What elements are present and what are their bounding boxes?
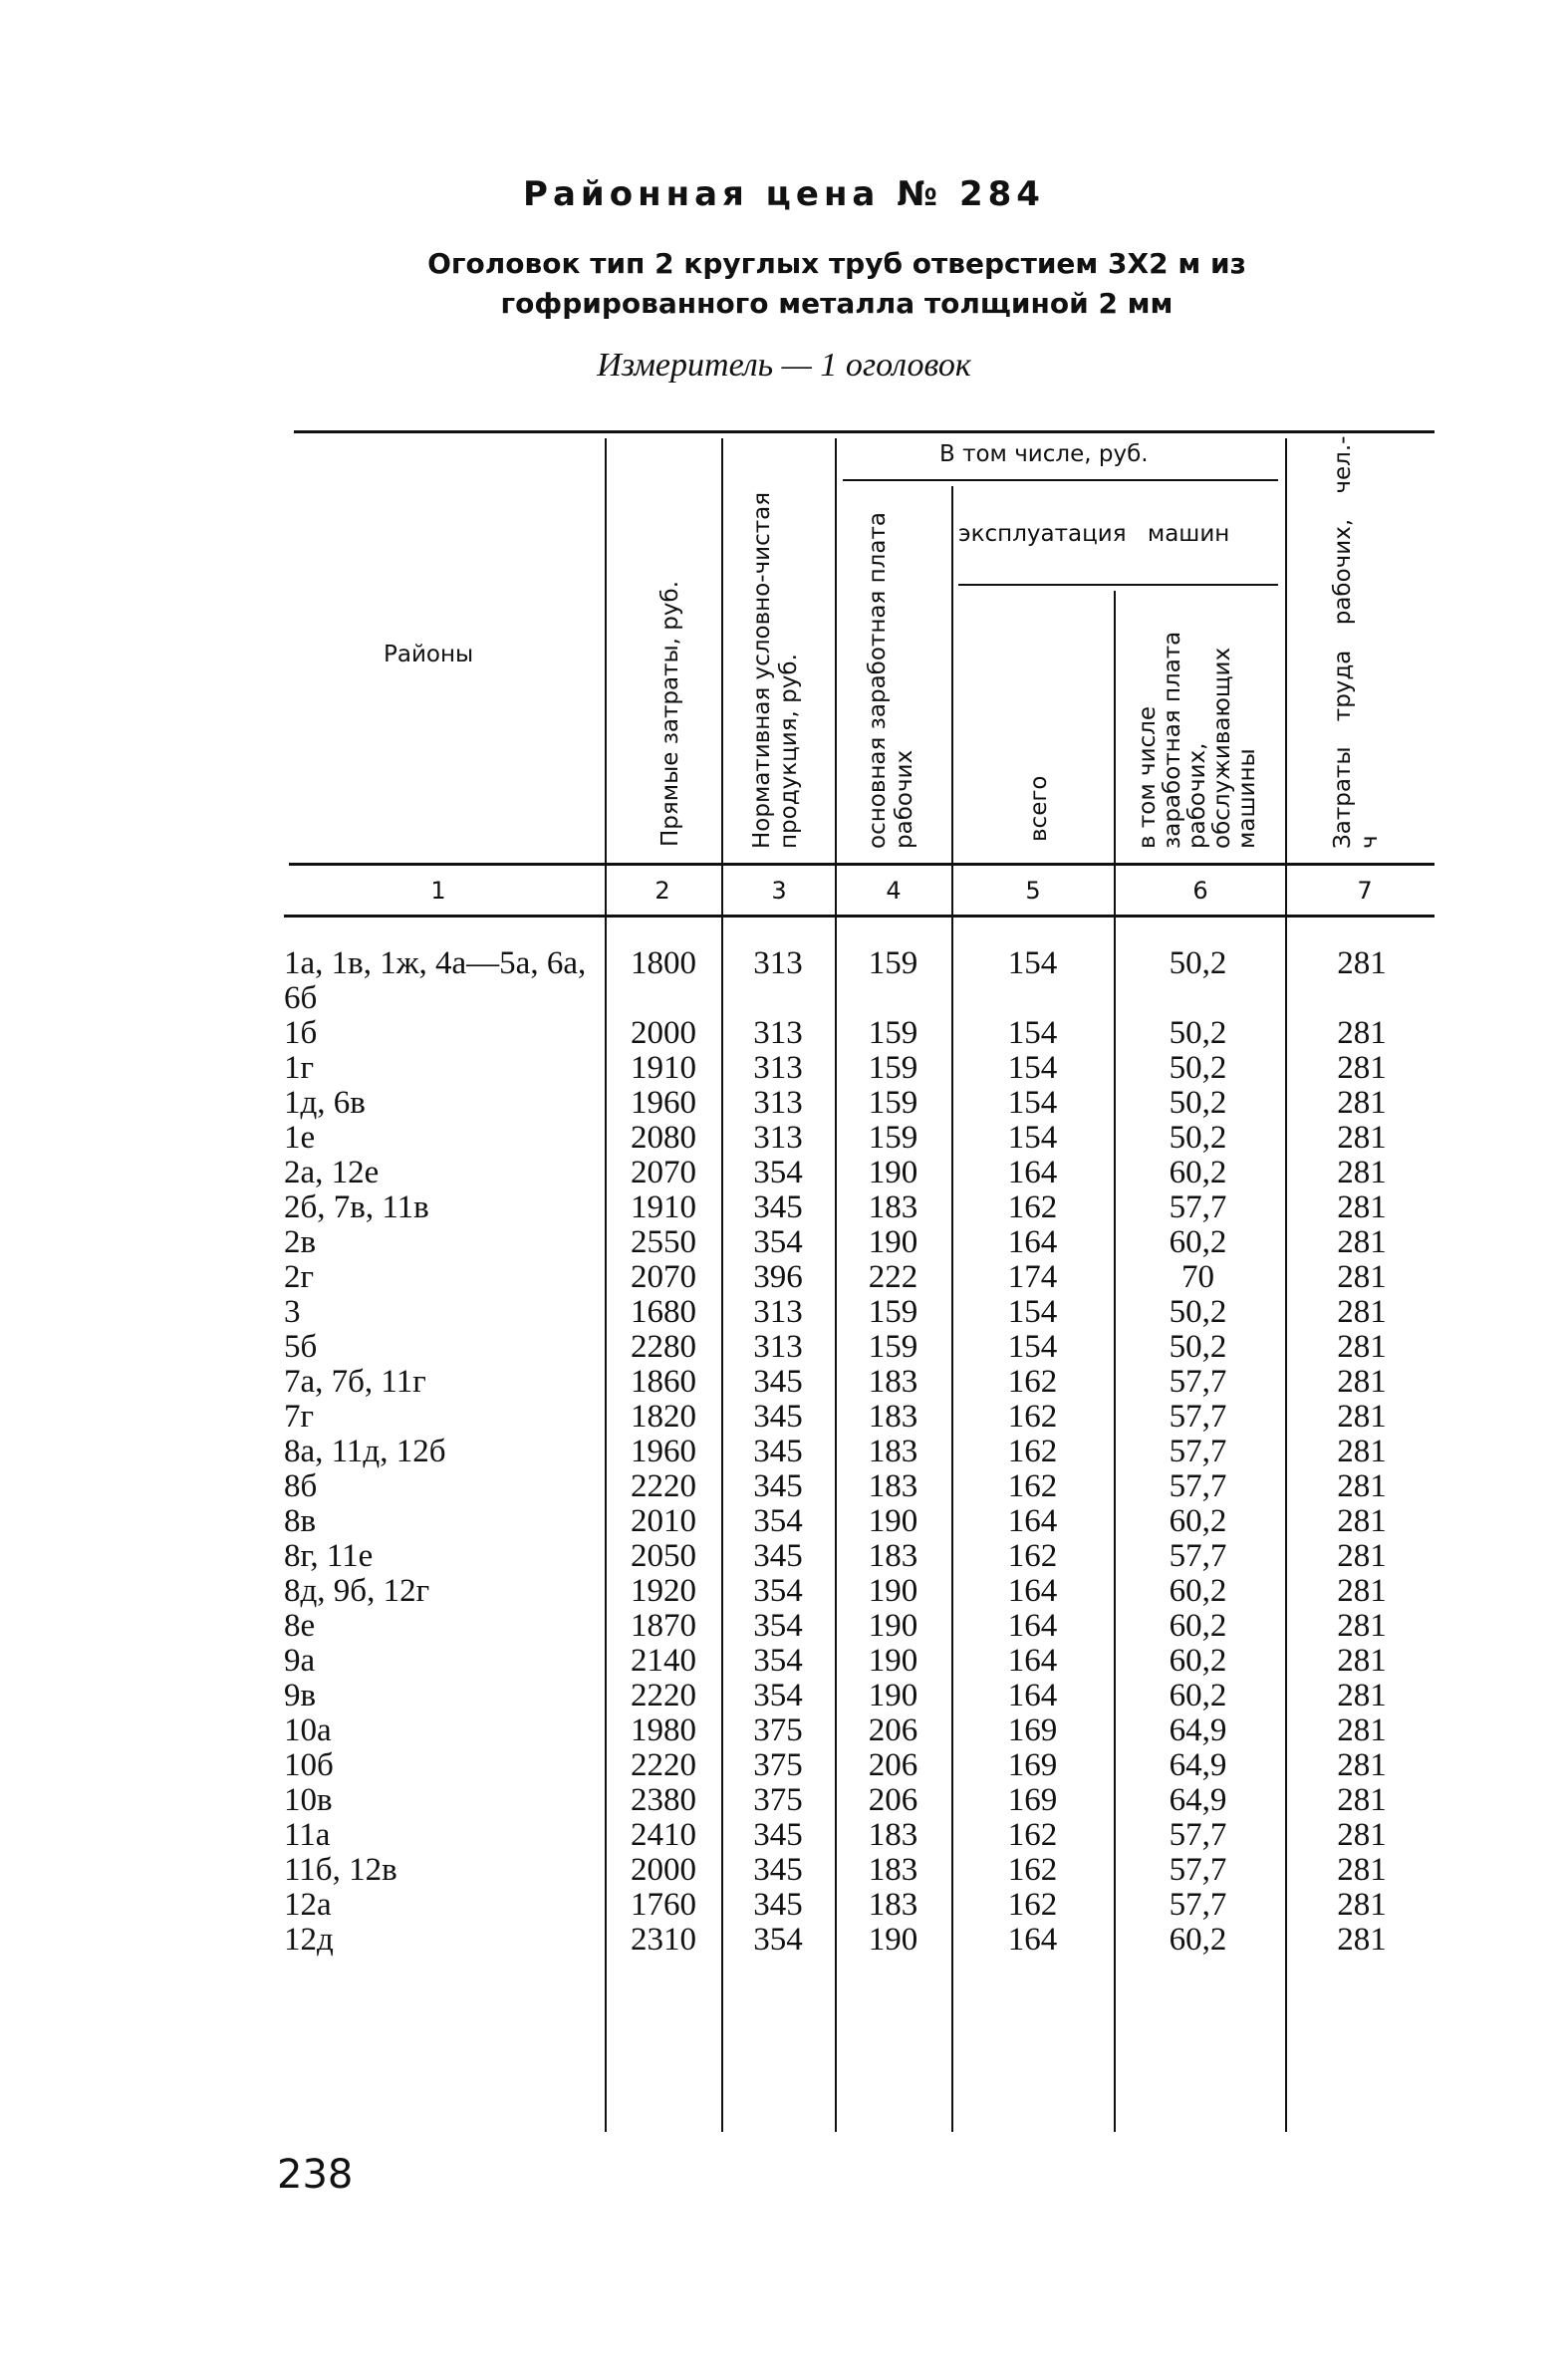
district-cell: 10а bbox=[284, 1712, 332, 1748]
value-cell-c3: 375 bbox=[753, 1782, 803, 1818]
value-cell-c4: 183 bbox=[868, 1887, 918, 1923]
value-cell-c5: 154 bbox=[1007, 1050, 1058, 1086]
value-cell-c5: 164 bbox=[1007, 1155, 1058, 1190]
district-cell: 2в bbox=[284, 1224, 317, 1260]
district-cell: 8б bbox=[284, 1468, 318, 1504]
value-cell-c6: 60,2 bbox=[1169, 1155, 1227, 1190]
value-cell-c4: 190 bbox=[868, 1608, 918, 1644]
value-cell-c6: 57,7 bbox=[1169, 1852, 1227, 1888]
value-cell-c2: 2220 bbox=[631, 1468, 696, 1504]
value-cell-c3: 354 bbox=[753, 1678, 803, 1713]
value-cell-c3: 313 bbox=[753, 1015, 803, 1051]
value-cell-c3: 345 bbox=[753, 1364, 803, 1400]
value-cell-c7: 281 bbox=[1337, 1364, 1387, 1400]
value-cell-c3: 354 bbox=[753, 1922, 803, 1958]
header-machines: эксплуатация машин bbox=[958, 521, 1230, 547]
value-cell-c4: 183 bbox=[868, 1852, 918, 1888]
value-cell-c6: 60,2 bbox=[1169, 1678, 1227, 1713]
district-cell: 10б bbox=[284, 1747, 334, 1783]
value-cell-c2: 1760 bbox=[631, 1887, 696, 1923]
district-cell: 11а bbox=[284, 1817, 331, 1853]
value-cell-c4: 159 bbox=[868, 1050, 918, 1086]
value-cell-c6: 50,2 bbox=[1169, 945, 1227, 981]
value-cell-c6: 57,7 bbox=[1169, 1434, 1227, 1469]
value-cell-c2: 2310 bbox=[631, 1922, 696, 1958]
value-cell-c5: 154 bbox=[1007, 1329, 1058, 1365]
header-districts: Районы bbox=[384, 642, 474, 667]
value-cell-c4: 206 bbox=[868, 1782, 918, 1818]
value-cell-c5: 164 bbox=[1007, 1678, 1058, 1713]
value-cell-c3: 313 bbox=[753, 1329, 803, 1365]
value-cell-c7: 281 bbox=[1337, 1782, 1387, 1818]
value-cell-c7: 281 bbox=[1337, 1887, 1387, 1923]
value-cell-c6: 57,7 bbox=[1169, 1468, 1227, 1504]
value-cell-c6: 57,7 bbox=[1169, 1887, 1227, 1923]
colnum-7: 7 bbox=[1357, 877, 1373, 905]
value-cell-c4: 159 bbox=[868, 1329, 918, 1365]
value-cell-c6: 64,9 bbox=[1169, 1747, 1227, 1783]
value-cell-c7: 281 bbox=[1337, 945, 1387, 981]
value-cell-c3: 313 bbox=[753, 945, 803, 981]
value-cell-c2: 2000 bbox=[631, 1015, 696, 1051]
district-cell: 8г, 11е bbox=[284, 1538, 374, 1574]
district-cell: 8а, 11д, 12б bbox=[284, 1434, 446, 1469]
value-cell-c2: 1870 bbox=[631, 1608, 696, 1644]
district-cell: 1д, 6в bbox=[284, 1085, 366, 1121]
value-cell-c3: 354 bbox=[753, 1573, 803, 1609]
value-cell-c4: 206 bbox=[868, 1747, 918, 1783]
value-cell-c5: 164 bbox=[1007, 1922, 1058, 1958]
value-cell-c7: 281 bbox=[1337, 1399, 1387, 1435]
value-cell-c6: 70 bbox=[1181, 1259, 1214, 1295]
value-cell-c2: 1920 bbox=[631, 1573, 696, 1609]
value-cell-c4: 190 bbox=[868, 1678, 918, 1713]
value-cell-c7: 281 bbox=[1337, 1050, 1387, 1086]
value-cell-c4: 183 bbox=[868, 1399, 918, 1435]
value-cell-c3: 345 bbox=[753, 1399, 803, 1435]
value-cell-c3: 354 bbox=[753, 1503, 803, 1539]
value-cell-c6: 57,7 bbox=[1169, 1538, 1227, 1574]
value-cell-c4: 190 bbox=[868, 1155, 918, 1190]
measure-unit: Измеритель — 1 оголовок bbox=[597, 347, 971, 384]
value-cell-c5: 164 bbox=[1007, 1608, 1058, 1644]
value-cell-c7: 281 bbox=[1337, 1434, 1387, 1469]
value-cell-c5: 154 bbox=[1007, 945, 1058, 981]
value-cell-c6: 57,7 bbox=[1169, 1189, 1227, 1225]
value-cell-c2: 1960 bbox=[631, 1085, 696, 1121]
district-cell: 5б bbox=[284, 1329, 318, 1365]
value-cell-c6: 57,7 bbox=[1169, 1817, 1227, 1853]
header-top-rule bbox=[294, 430, 1435, 433]
value-cell-c5: 154 bbox=[1007, 1085, 1058, 1121]
value-cell-c4: 190 bbox=[868, 1643, 918, 1679]
value-cell-c7: 281 bbox=[1337, 1468, 1387, 1504]
value-cell-c2: 2140 bbox=[631, 1643, 696, 1679]
page-number: 238 bbox=[277, 2152, 354, 2198]
value-cell-c3: 313 bbox=[753, 1085, 803, 1121]
value-cell-c5: 162 bbox=[1007, 1399, 1058, 1435]
value-cell-c6: 50,2 bbox=[1169, 1329, 1227, 1365]
value-cell-c5: 162 bbox=[1007, 1887, 1058, 1923]
value-cell-c6: 50,2 bbox=[1169, 1015, 1227, 1051]
colnum-1: 1 bbox=[430, 877, 446, 905]
value-cell-c7: 281 bbox=[1337, 1712, 1387, 1748]
value-cell-c4: 159 bbox=[868, 1015, 918, 1051]
value-cell-c3: 345 bbox=[753, 1817, 803, 1853]
value-cell-c2: 2070 bbox=[631, 1259, 696, 1295]
district-cell: 12д bbox=[284, 1922, 334, 1958]
value-cell-c5: 169 bbox=[1007, 1712, 1058, 1748]
value-cell-c2: 1680 bbox=[631, 1294, 696, 1330]
value-cell-c6: 60,2 bbox=[1169, 1608, 1227, 1644]
district-cell: 9а bbox=[284, 1643, 316, 1679]
district-cell: 2а, 12е bbox=[284, 1155, 380, 1190]
value-cell-c7: 281 bbox=[1337, 1643, 1387, 1679]
value-cell-c5: 162 bbox=[1007, 1852, 1058, 1888]
header-normative: Нормативная условно-чистая продукция, руб. bbox=[749, 491, 802, 849]
header-direct-costs: Прямые затраты, руб. bbox=[657, 580, 683, 847]
value-cell-c2: 1980 bbox=[631, 1712, 696, 1748]
value-cell-c7: 281 bbox=[1337, 1224, 1387, 1260]
value-cell-c7: 281 bbox=[1337, 1329, 1387, 1365]
value-cell-c4: 222 bbox=[868, 1259, 918, 1295]
colnum-3: 3 bbox=[771, 877, 787, 905]
value-cell-c6: 50,2 bbox=[1169, 1085, 1227, 1121]
value-cell-c2: 1910 bbox=[631, 1050, 696, 1086]
value-cell-c6: 60,2 bbox=[1169, 1224, 1227, 1260]
district-cell: 1б bbox=[284, 1015, 318, 1051]
value-cell-c5: 162 bbox=[1007, 1538, 1058, 1574]
value-cell-c5: 162 bbox=[1007, 1434, 1058, 1469]
value-cell-c5: 164 bbox=[1007, 1643, 1058, 1679]
colnum-bottom-rule bbox=[284, 915, 1435, 918]
value-cell-c3: 375 bbox=[753, 1712, 803, 1748]
value-cell-c6: 50,2 bbox=[1169, 1050, 1227, 1086]
value-cell-c3: 313 bbox=[753, 1120, 803, 1156]
value-cell-c5: 174 bbox=[1007, 1259, 1058, 1295]
district-cell: 1г bbox=[284, 1050, 315, 1086]
district-cell: 2г bbox=[284, 1259, 315, 1295]
machines-rule bbox=[958, 584, 1278, 586]
value-cell-c5: 169 bbox=[1007, 1782, 1058, 1818]
header-total: всего bbox=[1026, 775, 1052, 842]
value-cell-c4: 206 bbox=[868, 1712, 918, 1748]
value-cell-c2: 1910 bbox=[631, 1189, 696, 1225]
value-cell-c5: 154 bbox=[1007, 1015, 1058, 1051]
value-cell-c7: 281 bbox=[1337, 1120, 1387, 1156]
value-cell-c2: 2410 bbox=[631, 1817, 696, 1853]
value-cell-c4: 183 bbox=[868, 1434, 918, 1469]
district-cell: 7а, 7б, 11г bbox=[284, 1364, 426, 1400]
value-cell-c7: 281 bbox=[1337, 1189, 1387, 1225]
value-cell-c3: 313 bbox=[753, 1294, 803, 1330]
value-cell-c6: 64,9 bbox=[1169, 1782, 1227, 1818]
value-cell-c7: 281 bbox=[1337, 1503, 1387, 1539]
header-base-wage: основная заработная плата рабочих bbox=[865, 512, 917, 849]
value-cell-c4: 159 bbox=[868, 1120, 918, 1156]
value-cell-c7: 281 bbox=[1337, 1259, 1387, 1295]
value-cell-c4: 183 bbox=[868, 1468, 918, 1504]
value-cell-c6: 57,7 bbox=[1169, 1399, 1227, 1435]
value-cell-c3: 345 bbox=[753, 1887, 803, 1923]
value-cell-c4: 190 bbox=[868, 1922, 918, 1958]
value-cell-c2: 2550 bbox=[631, 1224, 696, 1260]
value-cell-c2: 2380 bbox=[631, 1782, 696, 1818]
value-cell-c3: 313 bbox=[753, 1050, 803, 1086]
value-cell-c3: 354 bbox=[753, 1155, 803, 1190]
value-cell-c2: 2280 bbox=[631, 1329, 696, 1365]
value-cell-c2: 2000 bbox=[631, 1852, 696, 1888]
value-cell-c6: 57,7 bbox=[1169, 1364, 1227, 1400]
value-cell-c5: 162 bbox=[1007, 1468, 1058, 1504]
value-cell-c2: 1860 bbox=[631, 1364, 696, 1400]
value-cell-c6: 60,2 bbox=[1169, 1643, 1227, 1679]
value-cell-c5: 154 bbox=[1007, 1120, 1058, 1156]
district-cell: 8е bbox=[284, 1608, 316, 1644]
value-cell-c2: 2050 bbox=[631, 1538, 696, 1574]
page-title: Районная цена № 284 bbox=[523, 174, 1045, 214]
value-cell-c4: 183 bbox=[868, 1364, 918, 1400]
district-cell: 9в bbox=[284, 1678, 317, 1713]
value-cell-c7: 281 bbox=[1337, 1085, 1387, 1121]
value-cell-c3: 345 bbox=[753, 1852, 803, 1888]
district-cell: 3 bbox=[284, 1294, 301, 1330]
district-cell: 1а, 1в, 1ж, 4а—5а, 6а, 6б bbox=[284, 945, 587, 1016]
value-cell-c7: 281 bbox=[1337, 1608, 1387, 1644]
value-cell-c7: 281 bbox=[1337, 1922, 1387, 1958]
value-cell-c4: 183 bbox=[868, 1189, 918, 1225]
value-cell-c5: 164 bbox=[1007, 1503, 1058, 1539]
district-cell: 11б, 12в bbox=[284, 1852, 397, 1888]
district-cell: 2б, 7в, 11в bbox=[284, 1189, 429, 1225]
value-cell-c7: 281 bbox=[1337, 1852, 1387, 1888]
value-cell-c2: 1820 bbox=[631, 1399, 696, 1435]
value-cell-c7: 281 bbox=[1337, 1747, 1387, 1783]
value-cell-c2: 2010 bbox=[631, 1503, 696, 1539]
value-cell-c7: 281 bbox=[1337, 1678, 1387, 1713]
value-cell-c3: 345 bbox=[753, 1538, 803, 1574]
colnum-4: 4 bbox=[886, 877, 902, 905]
district-cell: 10в bbox=[284, 1782, 333, 1818]
value-cell-c7: 281 bbox=[1337, 1573, 1387, 1609]
header-bottom-rule bbox=[289, 863, 1435, 866]
value-cell-c6: 50,2 bbox=[1169, 1294, 1227, 1330]
value-cell-c4: 190 bbox=[868, 1573, 918, 1609]
header-incl-wage: в том числе заработная плата рабочих, обслуживающих машины bbox=[1135, 631, 1260, 849]
value-cell-c4: 183 bbox=[868, 1817, 918, 1853]
value-cell-c2: 2080 bbox=[631, 1120, 696, 1156]
value-cell-c5: 162 bbox=[1007, 1817, 1058, 1853]
district-cell: 8в bbox=[284, 1503, 317, 1539]
district-cell: 8д, 9б, 12г bbox=[284, 1573, 430, 1609]
value-cell-c7: 281 bbox=[1337, 1155, 1387, 1190]
value-cell-c7: 281 bbox=[1337, 1294, 1387, 1330]
col-divider-1 bbox=[605, 438, 607, 2132]
value-cell-c4: 159 bbox=[868, 945, 918, 981]
value-cell-c6: 60,2 bbox=[1169, 1922, 1227, 1958]
value-cell-c3: 354 bbox=[753, 1224, 803, 1260]
value-cell-c4: 183 bbox=[868, 1538, 918, 1574]
district-cell: 1е bbox=[284, 1120, 316, 1156]
value-cell-c6: 50,2 bbox=[1169, 1120, 1227, 1156]
value-cell-c3: 375 bbox=[753, 1747, 803, 1783]
value-cell-c4: 190 bbox=[868, 1224, 918, 1260]
value-cell-c5: 162 bbox=[1007, 1364, 1058, 1400]
value-cell-c6: 60,2 bbox=[1169, 1573, 1227, 1609]
colnum-5: 5 bbox=[1025, 877, 1041, 905]
colnum-6: 6 bbox=[1192, 877, 1208, 905]
value-cell-c2: 1960 bbox=[631, 1434, 696, 1469]
value-cell-c4: 159 bbox=[868, 1085, 918, 1121]
value-cell-c5: 169 bbox=[1007, 1747, 1058, 1783]
value-cell-c5: 154 bbox=[1007, 1294, 1058, 1330]
value-cell-c5: 162 bbox=[1007, 1189, 1058, 1225]
value-cell-c3: 354 bbox=[753, 1643, 803, 1679]
value-cell-c3: 396 bbox=[753, 1259, 803, 1295]
header-labor: Затраты труда рабочих, чел.-ч bbox=[1330, 435, 1383, 849]
value-cell-c4: 190 bbox=[868, 1503, 918, 1539]
value-cell-c4: 159 bbox=[868, 1294, 918, 1330]
value-cell-c7: 281 bbox=[1337, 1817, 1387, 1853]
colnum-2: 2 bbox=[654, 877, 670, 905]
district-cell: 12а bbox=[284, 1887, 332, 1923]
value-cell-c2: 2070 bbox=[631, 1155, 696, 1190]
value-cell-c3: 345 bbox=[753, 1468, 803, 1504]
value-cell-c7: 281 bbox=[1337, 1015, 1387, 1051]
value-cell-c2: 2220 bbox=[631, 1747, 696, 1783]
value-cell-c5: 164 bbox=[1007, 1573, 1058, 1609]
value-cell-c5: 164 bbox=[1007, 1224, 1058, 1260]
value-cell-c3: 345 bbox=[753, 1189, 803, 1225]
value-cell-c6: 60,2 bbox=[1169, 1503, 1227, 1539]
value-cell-c3: 345 bbox=[753, 1434, 803, 1469]
value-cell-c7: 281 bbox=[1337, 1538, 1387, 1574]
district-cell: 7г bbox=[284, 1399, 315, 1435]
value-cell-c2: 2220 bbox=[631, 1678, 696, 1713]
value-cell-c2: 1800 bbox=[631, 945, 696, 981]
value-cell-c3: 354 bbox=[753, 1608, 803, 1644]
value-cell-c6: 64,9 bbox=[1169, 1712, 1227, 1748]
header-including: В том числе, руб. bbox=[939, 441, 1149, 467]
table-subtitle: Оголовок тип 2 круглых труб отверстием 3X2 м из гофрированного металла толщиной 2 мм bbox=[427, 247, 1246, 320]
